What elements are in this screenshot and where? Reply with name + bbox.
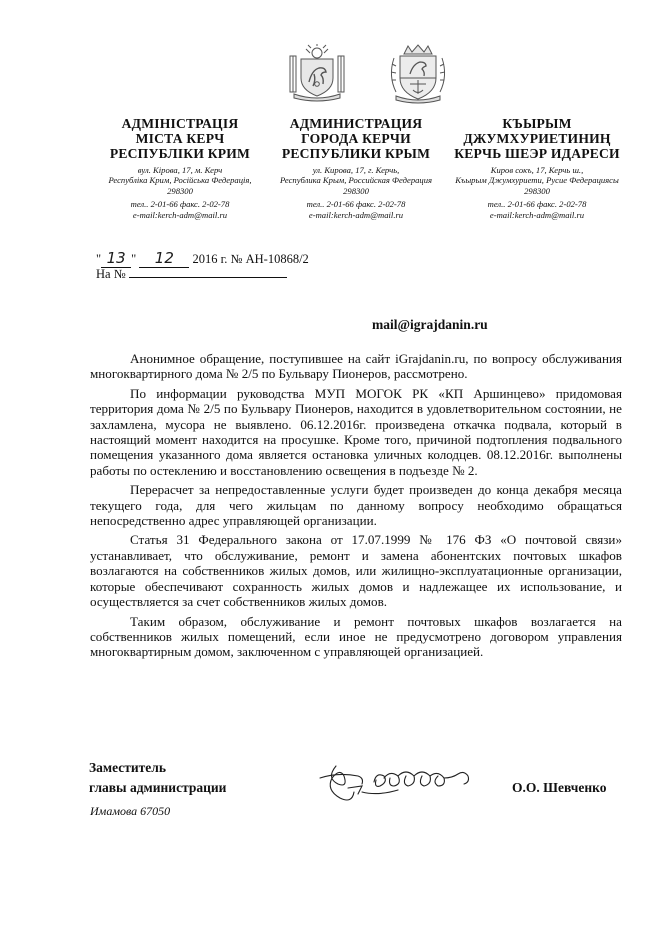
header-email-tatar: e-mail:kerch-adm@mail.ru — [489, 209, 585, 220]
body-paragraph: Анонимное обращение, поступившее на сайт iGrajdanin.ru, по вопросу обслуживания многоквартирного дома № 2/5 по Бульвару Пионеров, рассмотрено. — [90, 351, 622, 382]
header-email-russian: e-mail:kerch-adm@mail.ru — [308, 209, 404, 220]
header-email-ukrainian: e-mail:kerch-adm@mail.ru — [132, 209, 228, 220]
body-paragraph: По информации руководства МУП МОГОК РК «КП Аршинцево» придомовая территория дома № 2/5 по Бульвару Пионеров, находится в удовлетворительном состоянии, не захламлена, мусора не выявлено. 06.12.2016г. произведена откачка подвала, который в настоящий момент находится на просушке. Кроме того, причиной подтопления подвального помещения указанного дома является остановка уличных колодцев. 08.12.2016г. выполнены работы по остеклению и восстановлению освещения в подъезде № 2. — [90, 385, 622, 478]
recipient-email: mail@igrajdanin.ru — [372, 317, 488, 332]
reference-label: На № — [96, 267, 126, 281]
header-title-ukrainian: АДМІНІСТРАЦІЯ МІСТА КЕРЧ РЕСПУБЛІКИ КРИМ — [109, 116, 251, 161]
body-paragraph: Таким образом, обслуживание и ремонт почтовых шкафов возлагается на собственников жилых помещений, если иное не предусмотрено договором управления многоквартирным домом, заключенном с управляющей организацией. — [90, 613, 622, 660]
header-russian — [268, 116, 444, 220]
header-phone-tatar: тел.. 2-01-66 факс. 2-02-78 — [487, 199, 587, 210]
executor-note: Имамова 67050 — [90, 804, 171, 818]
date-day-handwritten: 13 — [106, 249, 126, 267]
date-close-quote: " — [131, 252, 137, 266]
signatory-position-line2: главы администрации — [89, 780, 227, 795]
signatory-position — [89, 758, 226, 798]
crimea-coat-of-arms-icon — [286, 44, 348, 107]
header-phone-ukrainian: тел.. 2-01-66 факс. 2-02-78 — [130, 199, 230, 210]
header-tatar — [442, 116, 632, 220]
header-title-russian: АДМИНИСТРАЦИЯ ГОРОДА КЕРЧИ РЕСПУБЛИКИ КРЫМ — [281, 116, 431, 161]
header-address-tatar: Киров сокъ, 17, Керчь ш., Къырым Джумхуриети, Русие Федерациясы 298300 — [455, 165, 619, 196]
header-title-tatar: КЪЫРЫМ ДЖУМХУРИЕТИНИҢ КЕРЧЬ ШЕЭР ИДАРЕСИ — [454, 116, 620, 161]
body-paragraph: Статья 31 Федерального закона от 17.07.1999 № 176 ФЗ «О почтовой связи» устанавливает, что обслуживание, ремонт и замена абонентских почтовых шкафов возлагаются на собственников жилых домов, или жилищно-эксплуатационные организации, которые обеспечивают сохранность жилых домов и надлежащее их использование, и осуществляется за счет собственников жилых домов. — [90, 532, 622, 610]
body-paragraph: Перерасчет за непредоставленные услуги будет произведен до конца декабря месяца текущего года, для чего жильцам по данному вопросу необходимо обращаться непосредственно адрес управляющей организации. — [90, 482, 622, 529]
header-ukrainian — [93, 116, 267, 220]
date-month-handwritten: 12 — [154, 249, 174, 267]
date-year-number: 2016 г. № АН-10868/2 — [192, 252, 309, 266]
handwritten-signature — [318, 748, 488, 823]
date-open-quote: " — [96, 252, 102, 266]
header-address-ukrainian: вул. Кірова, 17, м. Керч Республіка Крим, Російська Федерація, 298300 — [108, 165, 252, 196]
reference-blank — [129, 266, 287, 278]
letter-body — [90, 351, 622, 664]
reference-line — [96, 266, 287, 282]
header-address-russian: ул. Кирова, 17, г. Керчь, Республика Крым, Российская Федерация 298300 — [279, 165, 433, 196]
kerch-coat-of-arms-icon — [386, 44, 450, 109]
signatory-name: О.О. Шевченко — [512, 780, 607, 795]
header-phone-russian: тел.. 2-01-66 факс. 2-02-78 — [306, 199, 406, 210]
signatory-position-line1: Заместитель — [89, 760, 166, 775]
